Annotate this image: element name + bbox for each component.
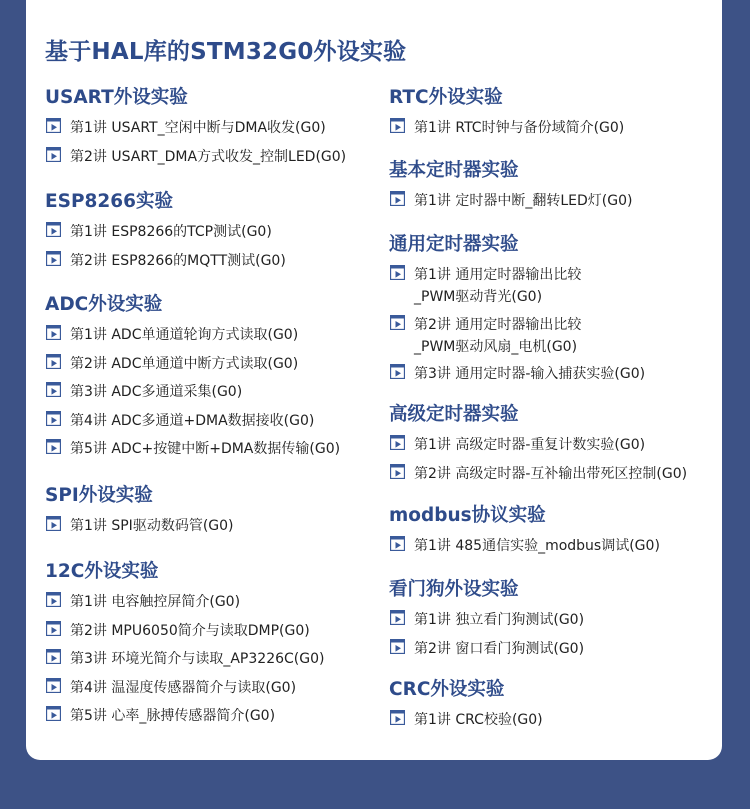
lesson-label: 第5讲 ADC+按键中断+DMA数据传输(G0) — [70, 441, 341, 457]
video-play-icon — [390, 364, 405, 379]
section-title: 高级定时器实验 — [389, 404, 519, 425]
video-play-icon — [46, 382, 61, 397]
lesson-label: 第1讲 定时器中断_翻转LED灯(G0) — [414, 193, 633, 209]
section-title: RTC外设实验 — [389, 87, 503, 108]
video-play-icon — [390, 610, 405, 625]
lesson-label: 第1讲 ADC单通道轮询方式读取(G0) — [70, 327, 299, 343]
lesson-label: 第3讲 环境光简介与读取_AP3226C(G0) — [70, 651, 325, 667]
lesson-label: 第1讲 ESP8266的TCP测试(G0) — [70, 224, 272, 240]
lesson-label: 第1讲 CRC校验(G0) — [414, 712, 543, 728]
lesson-label: 第2讲 窗口看门狗测试(G0) — [414, 640, 585, 657]
lesson-label: 第2讲 通用定时器输出比较_PWM驱动风扇_电机(G0) — [414, 316, 582, 355]
lesson-label: 第1讲 高级定时器-重复计数实验(G0) — [414, 437, 646, 453]
video-play-icon — [46, 222, 61, 237]
video-play-icon — [46, 411, 61, 426]
video-play-icon — [46, 592, 61, 607]
video-play-icon — [46, 439, 61, 454]
video-play-icon — [46, 678, 61, 693]
lesson-label: 第1讲 USART_空闲中断与DMA收发(G0) — [70, 120, 326, 136]
section-title: USART外设实验 — [45, 87, 188, 108]
section-title: SPI外设实验 — [45, 485, 153, 506]
video-play-icon — [390, 435, 405, 450]
lesson-label: 第2讲 ADC单通道中断方式读取(G0) — [70, 355, 299, 372]
video-play-icon — [46, 516, 61, 531]
section-title: ADC外设实验 — [45, 294, 163, 315]
lesson-label: 第1讲 RTC时钟与备份域简介(G0) — [414, 120, 625, 136]
video-play-icon — [390, 464, 405, 479]
video-play-icon — [390, 118, 405, 133]
video-play-icon — [46, 325, 61, 340]
lesson-label: 第3讲 通用定时器-输入捕获实验(G0) — [414, 366, 646, 382]
lesson-label: 第4讲 ADC多通道+DMA数据接收(G0) — [70, 412, 315, 429]
video-play-icon — [390, 710, 405, 725]
lesson-label: 第2讲 USART_DMA方式收发_控制LED(G0) — [70, 148, 347, 165]
section-title: modbus协议实验 — [389, 505, 546, 526]
section-title: 通用定时器实验 — [389, 234, 519, 255]
lesson-label: 第5讲 心率_脉搏传感器简介(G0) — [70, 708, 276, 724]
lesson-label: 第2讲 高级定时器-互补输出带死区控制(G0) — [414, 465, 688, 482]
section-title: 12C外设实验 — [45, 561, 159, 582]
lesson-label: 第3讲 ADC多通道采集(G0) — [70, 384, 243, 400]
video-play-icon — [390, 536, 405, 551]
section-title: 看门狗外设实验 — [389, 579, 519, 600]
video-play-icon — [46, 147, 61, 162]
course-card — [26, 0, 722, 760]
section-title: CRC外设实验 — [389, 679, 505, 700]
video-play-icon — [390, 639, 405, 654]
lesson-label: 第2讲 MPU6050简介与读取DMP(G0) — [70, 622, 310, 639]
video-play-icon — [46, 706, 61, 721]
video-play-icon — [390, 265, 405, 280]
video-play-icon — [46, 118, 61, 133]
lesson-label: 第4讲 温湿度传感器简介与读取(G0) — [70, 679, 297, 696]
video-play-icon — [390, 191, 405, 206]
video-play-icon — [46, 621, 61, 636]
lesson-label: 第1讲 485通信实验_modbus调试(G0) — [414, 538, 660, 554]
video-play-icon — [46, 251, 61, 266]
video-play-icon — [46, 354, 61, 369]
section-title: ESP8266实验 — [45, 191, 174, 212]
page-title: 基于HAL库的STM32G0外设实验 — [45, 39, 407, 65]
video-play-icon — [390, 315, 405, 330]
lesson-label: 第1讲 独立看门狗测试(G0) — [414, 612, 585, 628]
video-play-icon — [46, 649, 61, 664]
lesson-label: 第2讲 ESP8266的MQTT测试(G0) — [70, 252, 286, 269]
lesson-label: 第1讲 SPI驱动数码管(G0) — [70, 518, 234, 534]
lesson-label: 第1讲 电容触控屏简介(G0) — [70, 594, 241, 610]
lesson-label: 第1讲 通用定时器输出比较_PWM驱动背光(G0) — [414, 267, 582, 305]
section-title: 基本定时器实验 — [389, 160, 519, 181]
